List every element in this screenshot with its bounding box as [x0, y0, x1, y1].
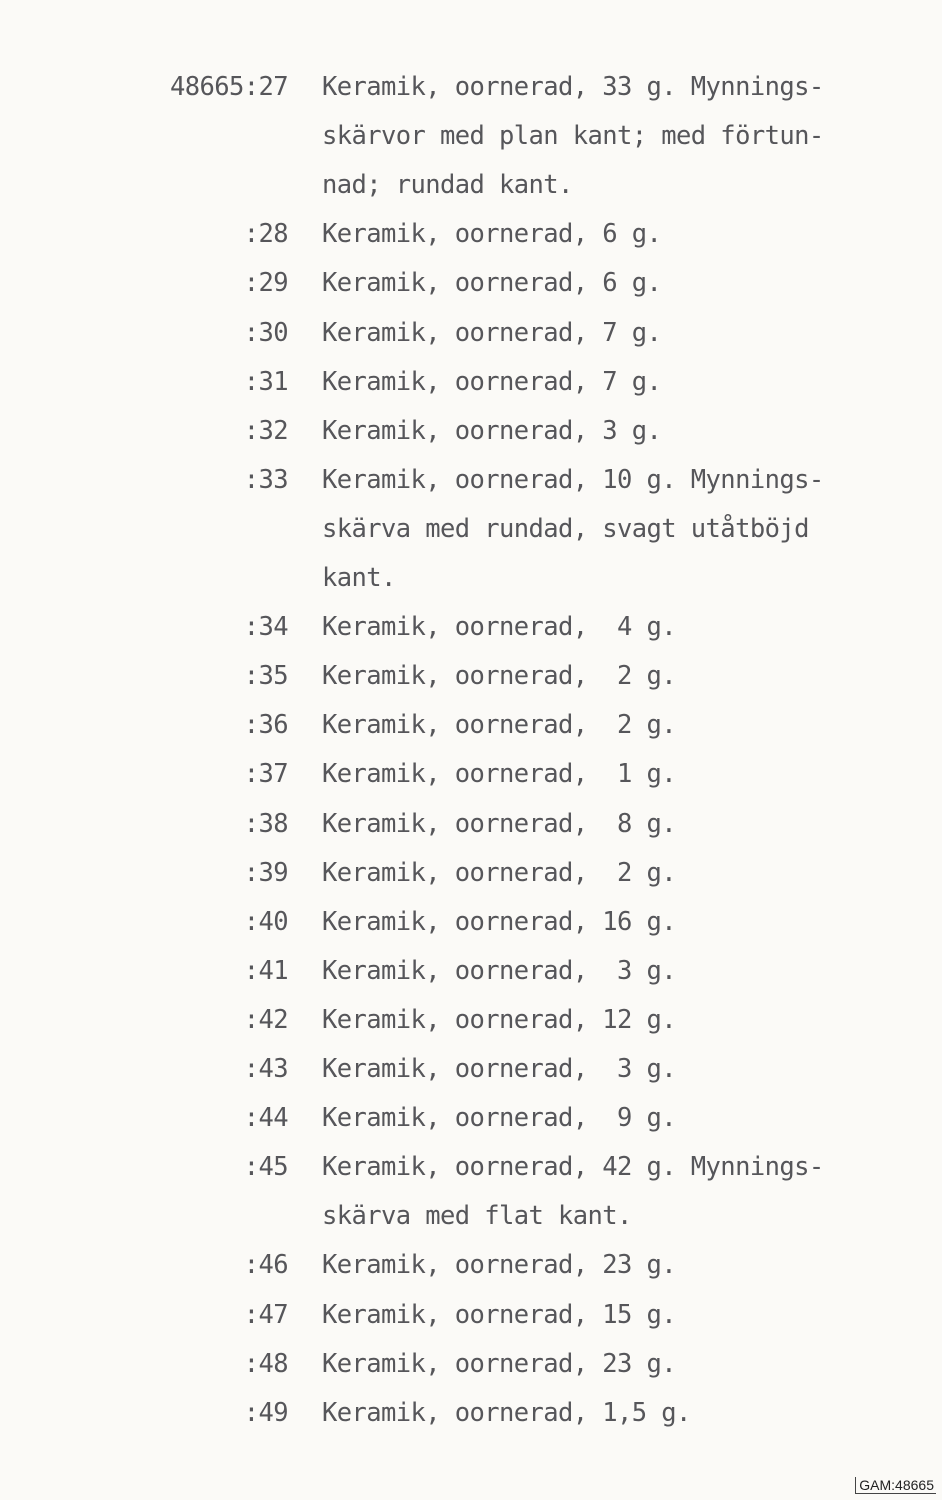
catalog-number: :38: [243, 809, 288, 839]
entry-description: Keramik, oornerad, 3 g.: [322, 416, 662, 446]
catalog-number: :36: [243, 710, 288, 740]
entry-description: Keramik, oornerad, 15 g.: [322, 1300, 677, 1330]
entry-description: Keramik, oornerad, 16 g.: [322, 907, 677, 937]
entry-description: Keramik, oornerad, 6 g.: [322, 268, 662, 298]
catalog-number: :30: [243, 318, 288, 348]
entry-description: Keramik, oornerad, 3 g.: [322, 956, 677, 986]
catalog-number: :47: [243, 1300, 288, 1330]
catalog-number: :40: [243, 907, 288, 937]
entry-description: Keramik, oornerad, 42 g. Mynnings-: [322, 1152, 824, 1182]
catalog-number: :46: [243, 1250, 288, 1280]
catalog-number: :49: [243, 1398, 288, 1428]
entry-description: Keramik, oornerad, 2 g.: [322, 858, 677, 888]
catalog-number: :39: [243, 858, 288, 888]
catalog-number: :44: [243, 1103, 288, 1133]
entry-continuation: kant.: [322, 563, 396, 593]
catalog-number: :34: [243, 612, 288, 642]
entry-description: Keramik, oornerad, 23 g.: [322, 1250, 677, 1280]
archive-stamp: GAM:48665: [855, 1477, 936, 1494]
entry-continuation: skärva med flat kant.: [322, 1201, 632, 1231]
entry-description: Keramik, oornerad, 10 g. Mynnings-: [322, 465, 824, 495]
entry-continuation: nad; rundad kant.: [322, 170, 573, 200]
entry-description: Keramik, oornerad, 7 g.: [322, 318, 662, 348]
catalog-number: :42: [243, 1005, 288, 1035]
entry-description: Keramik, oornerad, 33 g. Mynnings-: [322, 72, 824, 102]
catalog-number: :28: [243, 219, 288, 249]
entry-description: Keramik, oornerad, 23 g.: [322, 1349, 677, 1379]
entry-description: Keramik, oornerad, 7 g.: [322, 367, 662, 397]
catalog-number: :31: [243, 367, 288, 397]
catalog-number: :33: [243, 465, 288, 495]
entry-description: Keramik, oornerad, 3 g.: [322, 1054, 677, 1084]
entry-continuation: skärva med rundad, svagt utåtböjd: [322, 514, 809, 544]
entry-description: Keramik, oornerad, 1 g.: [322, 759, 677, 789]
entry-description: Keramik, oornerad, 8 g.: [322, 809, 677, 839]
entry-description: Keramik, oornerad, 2 g.: [322, 661, 677, 691]
catalog-number: :29: [243, 268, 288, 298]
catalog-number: :41: [243, 956, 288, 986]
catalog-number: 48665:27: [169, 72, 288, 102]
catalog-number: :35: [243, 661, 288, 691]
catalog-number: :48: [243, 1349, 288, 1379]
catalog-number: :37: [243, 759, 288, 789]
entry-description: Keramik, oornerad, 1,5 g.: [322, 1398, 691, 1428]
entry-description: Keramik, oornerad, 6 g.: [322, 219, 662, 249]
catalog-number: :43: [243, 1054, 288, 1084]
entry-description: Keramik, oornerad, 2 g.: [322, 710, 677, 740]
entry-description: Keramik, oornerad, 12 g.: [322, 1005, 677, 1035]
catalog-number: :45: [243, 1152, 288, 1182]
catalog-number: :32: [243, 416, 288, 446]
entry-description: Keramik, oornerad, 4 g.: [322, 612, 677, 642]
entry-continuation: skärvor med plan kant; med förtun-: [322, 121, 824, 151]
entry-description: Keramik, oornerad, 9 g.: [322, 1103, 677, 1133]
